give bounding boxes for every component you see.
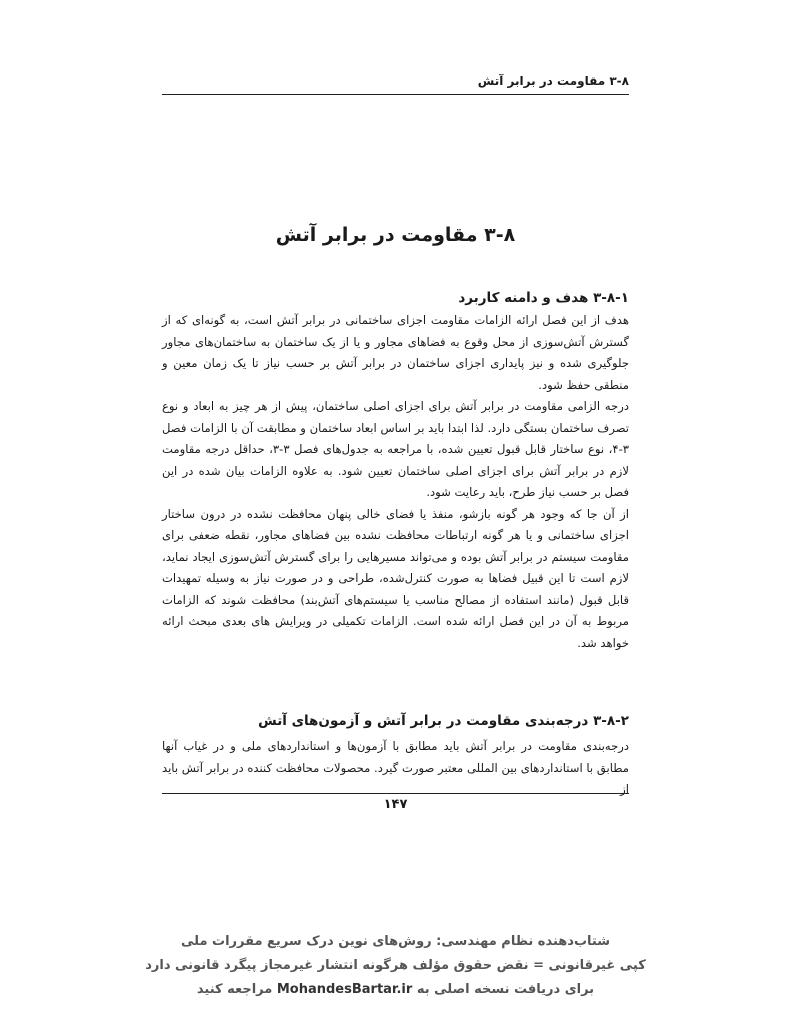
paragraph: هدف از این فصل ارائه الزامات مقاومت اجزای ساختمانی در برابر آتش است، به گونه‌ای که از گسترش آتش‌سوزی از محل وقوع به فضاهای مجاور و یا از یک ساختمان به ساختمان‌های مجاور جلوگیری شده و نیز پایداری اجزای ساختمان در برابر آتش بر حسب نیاز تا یک زمان معین و منطقی حفظ شود. [162,313,629,392]
section-body-purpose [162,310,629,654]
watermark-line-3 [0,978,791,1002]
footer-divider [162,793,629,794]
section-body-fire-rating [162,736,629,801]
watermark [0,930,791,1002]
running-header: ۳-۸ مقاومت در برابر آتش [162,74,629,95]
section-heading-purpose: ۳-۸-۱ هدف و دامنه کاربرد [458,290,629,306]
watermark-suffix: مراجعه کنید [196,982,273,997]
paragraph: درجه الزامی مقاومت در برابر آتش برای اجزای اصلی ساختمان، پیش از هر چیز به ابعاد و نوع تصرف ساختمان بستگی دارد. لذا ابتدا باید بر اساس ابعاد ساختمان و مطابقت آن با الزامات فصل ۳-۴، نوع ساختار قابل قبول تعیین شده، با مراجعه به جدول‌های فصل ۳-۳، حداقل درجه مقاومت لازم در برابر آتش برای اجزای اصلی ساختمان تعیین شود. به علاوه الزامات بیان شده در این فصل بر حسب نیاز طرح، باید رعایت شود. [162,399,629,499]
watermark-prefix: برای دریافت نسخه اصلی به [416,982,595,997]
section-heading-fire-rating: ۳-۸-۲ درجه‌بندی مقاومت در برابر آتش و آزمون‌های آتش [258,713,629,729]
chapter-title: ۳-۸ مقاومت در برابر آتش [275,224,516,246]
watermark-line-1: شتاب‌دهنده نظام مهندسی: روش‌های نوین درک سریع مقررات ملی [181,934,610,949]
watermark-line-2: کپی غیرقانونی = نقض حقوق مؤلف هرگونه انتشار غیرمجاز پیگرد قانونی دارد [145,958,646,973]
paragraph: درجه‌بندی مقاومت در برابر آتش باید مطابق با آزمون‌ها و استانداردهای ملی و در غیاب آنها مطابق با استانداردهای بین المللی معتبر صورت گیرد. محصولات محافظت کننده در برابر آتش باید از [162,739,629,796]
paragraph: از آن جا که وجود هر گونه بازشو، منفذ یا فضای خالی پنهان محافظت نشده در درون ساختار اجزای ساختمانی و یا هر گونه ارتباطات محافظت نشده بین فضاهای مجاور، نقطه ضعفی برای مقاومت سیستم در برابر آتش بوده و می‌تواند مسیرهایی را برای گسترش آتش‌سوزی ایجاد نماید، لازم است تا این قبیل فضاها به صورت کنترل‌شده، طراحی و در صورت نیاز به وسیله تمهیدات قابل قبول (مانند استفاده از مصالح مناسب یا سیستم‌های آتش‌بند) محافظت شوند که الزامات مربوط به آن در این فصل ارائه شده است. الزامات تکمیلی در ویرایش های بعدی مبحث ارائه خواهد شد. [162,506,629,650]
watermark-brand-link: MohandesBartar.ir [276,982,413,997]
page-number: ۱۴۷ [383,797,408,812]
